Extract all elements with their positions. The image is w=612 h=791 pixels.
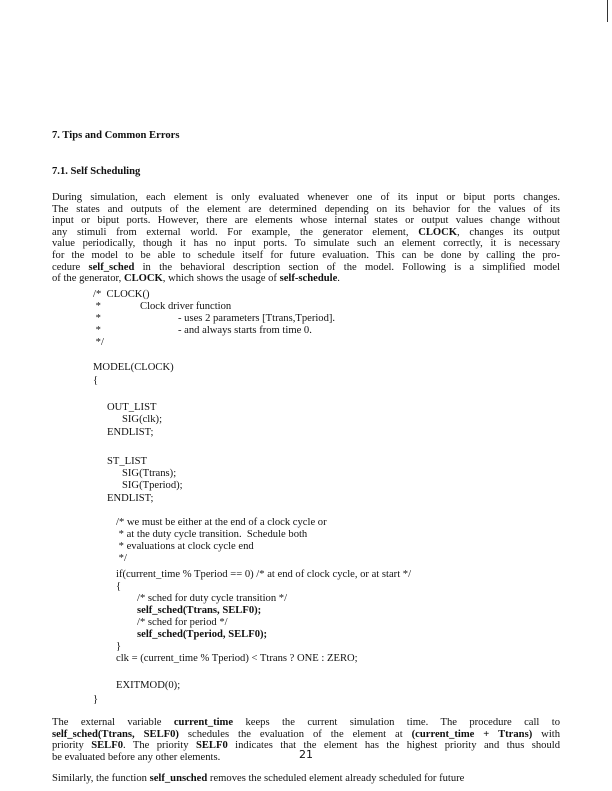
- text-run: Similarly, the function: [52, 773, 150, 784]
- code-line: {: [116, 581, 122, 592]
- code-line: OUT_LIST: [107, 402, 157, 413]
- code-line: }: [116, 641, 122, 652]
- text-run: .: [337, 273, 340, 285]
- text-line: [52, 717, 560, 729]
- bold-term: CLOCK: [418, 226, 458, 238]
- code-line: /* sched for period */: [137, 617, 228, 628]
- code-line: SIG(Ttrans);: [122, 468, 177, 479]
- text-run: During simulation, each element is only evaluated whenever one of its input or biput ports changes.: [52, 192, 560, 203]
- text-run: for the model to be able to schedule itself for future evaluation. This can be done by calling the pro-: [52, 249, 560, 261]
- text-line: [52, 227, 560, 239]
- code-line: EXITMOD(0);: [116, 680, 181, 691]
- code-line: *: [93, 313, 101, 324]
- text-line: [52, 273, 560, 285]
- code-line: Clock driver function: [140, 301, 232, 312]
- text-run: be evaluated before any other elements.: [52, 751, 221, 763]
- page-number: 21: [299, 748, 313, 761]
- text-line: [52, 250, 560, 262]
- text-run: schedules the evaluation of the element at: [178, 728, 412, 740]
- text-run: . The priority: [123, 740, 196, 752]
- code-line: self_sched(Tperiod, SELF0);: [137, 629, 268, 640]
- text-line: [52, 238, 560, 250]
- code-line: */: [93, 337, 104, 348]
- code-line: ENDLIST;: [107, 427, 154, 438]
- subsection-heading: 7.1. Self Scheduling: [52, 166, 141, 177]
- bold-term: self-schedule: [279, 273, 338, 285]
- text-run: any stimuli from external world. For example, the generator element,: [52, 226, 419, 238]
- text-run: keeps the current simulation time. The procedure call to: [233, 717, 560, 728]
- code-line: SIG(clk);: [122, 414, 163, 425]
- code-line: */: [116, 553, 127, 564]
- text-line: [52, 729, 560, 741]
- code-line: MODEL(CLOCK): [93, 362, 174, 373]
- code-line: /* sched for duty cycle transition */: [137, 593, 288, 604]
- text-run: with: [532, 728, 561, 740]
- text-run: , which shows the usage of: [162, 273, 280, 285]
- text-run: priority: [52, 740, 92, 752]
- code-line: {: [93, 375, 99, 386]
- code-line: /* we must be either at the end of a clock cycle or: [116, 517, 327, 528]
- text-run: in the behavioral description section of the model. Following is a simplified model: [134, 261, 560, 273]
- code-line: * at the duty cycle transition. Schedule both: [116, 529, 308, 540]
- paragraph-self-unsched: [52, 773, 560, 785]
- bold-term: SELF0: [195, 740, 228, 752]
- text-run: input or biput ports. However, there are elements whose internal states or output values change without: [52, 215, 560, 227]
- bold-term: SELF0: [91, 740, 123, 752]
- code-line: self_sched(Ttrans, SELF0);: [137, 605, 262, 616]
- bold-term: CLOCK: [123, 273, 163, 285]
- section-heading: 7. Tips and Common Errors: [52, 130, 180, 141]
- text-line: [52, 773, 560, 785]
- code-line: if(current_time % Tperiod == 0) /* at end of clock cycle, or at start */: [116, 569, 412, 580]
- text-run: The external variable: [52, 717, 174, 728]
- bold-term: current_time: [173, 717, 234, 728]
- paragraph-intro: [52, 192, 560, 285]
- text-run: cedure: [52, 261, 89, 273]
- text-line: [52, 204, 560, 216]
- bold-term: self_sched(Ttrans, SELF0): [52, 728, 179, 740]
- code-line: /* CLOCK(): [93, 289, 150, 300]
- scan-edge-line: [607, 0, 608, 22]
- code-line: *: [93, 301, 101, 312]
- text-line: [52, 215, 560, 227]
- text-run: value periodically, though it has no input ports. To simulate such an element correctly, it is necessary: [52, 238, 560, 250]
- bold-term: self_unsched: [149, 773, 208, 784]
- code-line: SIG(Tperiod);: [122, 480, 183, 491]
- text-run: of the generator,: [52, 273, 124, 285]
- code-line: }: [93, 694, 99, 705]
- code-line: - uses 2 parameters [Ttrans,Tperiod].: [178, 313, 336, 324]
- bold-term: self_sched: [88, 261, 135, 273]
- code-line: ST_LIST: [107, 456, 148, 467]
- code-line: clk = (current_time % Tperiod) < Ttrans ? ONE : ZERO;: [116, 653, 358, 664]
- code-line: - and always starts from time 0.: [178, 325, 312, 336]
- bold-term: (current_time + Ttrans): [411, 728, 533, 740]
- text-line: [52, 262, 560, 274]
- text-run: The states and outputs of the element are determined depending on its behavior for the values of its: [52, 203, 560, 215]
- text-line: [52, 192, 560, 204]
- text-run: removes the scheduled element already scheduled for future: [207, 773, 465, 784]
- code-line: * evaluations at clock cycle end: [116, 541, 254, 552]
- text-run: indicates that the element has the highest priority and thus should: [227, 740, 560, 752]
- code-line: ENDLIST;: [107, 493, 154, 504]
- code-line: *: [93, 325, 101, 336]
- text-run: , changes its output: [457, 226, 561, 238]
